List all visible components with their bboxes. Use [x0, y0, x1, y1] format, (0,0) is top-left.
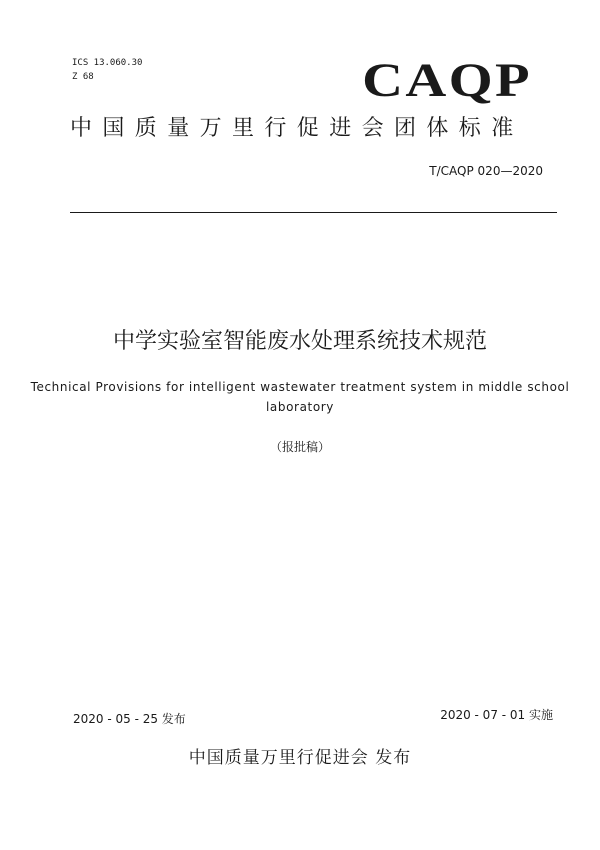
- standard-number: T/CAQP 020—2020: [429, 164, 543, 178]
- draft-status: （报批稿）: [269, 440, 330, 454]
- implementation-date: 2020 - 07 - 01 实施: [440, 708, 553, 722]
- caqp-logo: CAQP: [362, 54, 532, 107]
- header-divider: [70, 212, 557, 213]
- release-date: 2020 - 05 - 25 发布: [73, 712, 186, 726]
- document-title-english: Technical Provisions for intelligent wastewater treatment system in middle school laboratory: [30, 380, 570, 414]
- document-title-chinese: 中学实验室智能废水处理系统技术规范: [112, 329, 487, 354]
- publisher: 中国质量万里行促进会 发布: [188, 748, 412, 768]
- classification-code: Z 68: [72, 72, 94, 82]
- ics-code: ICS 13.060.30: [72, 58, 143, 68]
- organization-standard-title: 中国质量万里行促进会团体标准: [70, 116, 524, 141]
